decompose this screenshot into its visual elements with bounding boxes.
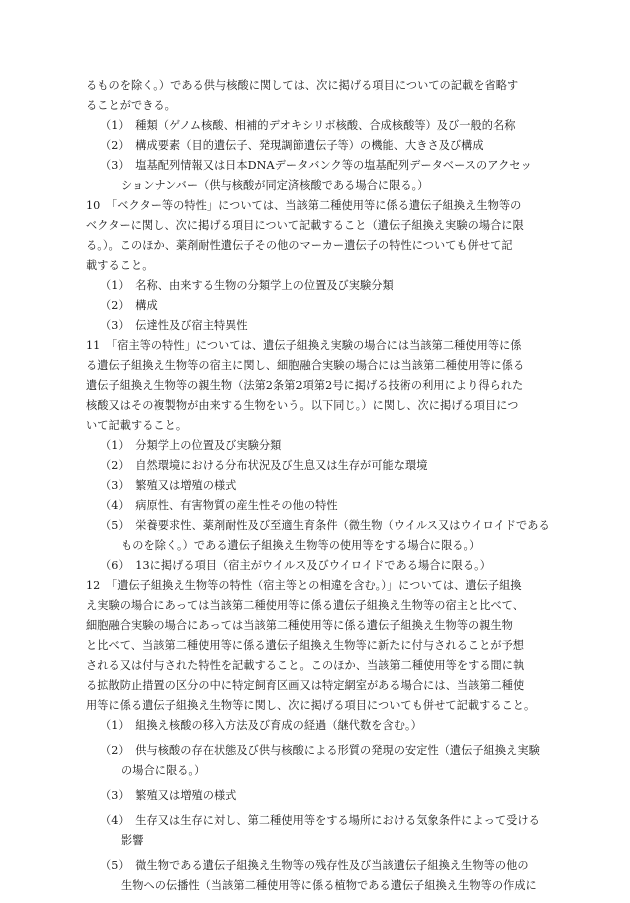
list-item-continuation: の場合に限る。） [121, 764, 206, 777]
list-item-continuation: ものを除く。）である遺伝子組換え生物等の使用等をする場合に限る。） [121, 539, 481, 552]
text-line: 用等に係る遺伝子組換え生物等に関し、次に掲げる項目についても併せて記載すること。 [86, 699, 536, 712]
text-line: 細胞融合実験の場合にあっては当該第二種使用等に係る遺伝子組換え生物等の親生物 [86, 619, 513, 632]
list-item-continuation: 影響 [121, 834, 144, 847]
text-line: るものを除く。）である供与核酸に関しては、次に掲げる項目についての記載を省略す [86, 79, 519, 92]
list-item-line: （5） 栄養要求性、薬剤耐性及び至適生育条件（微生物（ウイルス又はウイロイドである [100, 519, 550, 532]
text-line: る遺伝子組換え生物等の宿主に関し、細胞融合実験の場合には当該第二種使用等に係る [86, 359, 525, 372]
text-line: 載すること。 [86, 259, 154, 272]
text-line: る。）。このほか、薬剤耐性遺伝子その他のマーカー遺伝子の特性についても併せて記 [86, 239, 513, 252]
list-item-line: （2） 構成 [100, 299, 158, 312]
text-line: え実験の場合にあっては当該第二種使用等に係る遺伝子組換え生物等の宿主と比べて、 [86, 599, 524, 612]
list-item-line: （3） 繁殖又は増殖の様式 [100, 789, 237, 802]
section-heading-11: 11 「宿主等の特性」については、遺伝子組換え実験の場合には当該第二種使用等に係 [86, 339, 522, 352]
list-item-line: （1） 種類（ゲノム核酸、相補的デオキシリボ核酸、合成核酸等）及び一般的名称 [100, 119, 516, 132]
text-line: される又は付与された特性を記載すること。このほか、当該第二種使用等をする間に執 [86, 659, 525, 672]
list-item-line: （3） 塩基配列情報又は日本DNAデータバンク等の塩基配列データベースのアクセッ [100, 159, 532, 172]
list-item-line: （1） 組換え核酸の移入方法及び育成の経過（継代数を含む。） [100, 719, 422, 732]
list-item-line: （5） 微生物である遺伝子組換え生物等の残存性及び当該遺伝子組換え生物等の他の [100, 859, 529, 872]
list-item-line: （1） 名称、由来する生物の分類学上の位置及び実験分類 [100, 279, 394, 292]
text-line: る拡散防止措置の区分の中に特定飼育区画又は特定網室がある場合には、当該第二種使 [86, 679, 525, 692]
section-heading-10: 10 「ベクター等の特性」については、当該第二種使用等に係る遺伝子組換え生物等の [86, 199, 522, 212]
list-item-line: （2） 供与核酸の存在状態及び供与核酸による形質の発現の安定性（遺伝子組換え実験 [100, 744, 540, 757]
list-item-line: （4） 生存又は生存に対し、第二種使用等をする場所における気象条件によって受ける [100, 814, 540, 827]
text-line: ベクターに関し、次に掲げる項目について記載すること（遺伝子組換え実験の場合に限 [86, 219, 524, 232]
text-line: と比べて、当該第二種使用等に係る遺伝子組換え生物等に新たに付与されることが予想 [86, 639, 525, 652]
text-line: いて記載すること。 [86, 419, 188, 432]
list-item-line: （2） 自然環境における分布状況及び生息又は生存が可能な環境 [100, 459, 428, 472]
list-item-line: （4） 病原性、有害物質の産生性その他の特性 [100, 499, 338, 512]
text-line: ることができる。 [86, 99, 176, 112]
text-line: 核酸又はその複製物が由来する生物をいう。以下同じ。）に関し、次に掲げる項目につ [86, 399, 519, 412]
list-item-line: （6） 13に掲げる項目（宿主がウイルス及びウイロイドである場合に限る。） [100, 559, 492, 572]
list-item-line: （2） 構成要素（目的遺伝子、発現調節遺伝子等）の機能、大きさ及び構成 [100, 139, 484, 152]
section-heading-12: 12 「遺伝子組換え生物等の特性（宿主等との相違を含む。）」については、遺伝子組換 [86, 579, 522, 592]
list-item-line: （3） 伝達性及び宿主特異性 [100, 319, 248, 332]
list-item-line: （3） 繁殖又は増殖の様式 [100, 479, 237, 492]
list-item-line: （1） 分類学上の位置及び実験分類 [100, 439, 282, 452]
text-line: 遺伝子組換え生物等の親生物（法第2条第2項第2号に掲げる技術の利用により得られた [86, 379, 524, 392]
list-item-continuation: ションナンバー（供与核酸が同定済核酸である場合に限る。） [121, 179, 429, 192]
list-item-continuation: 生物への伝播性（当該第二種使用等に係る植物である遺伝子組換え生物等の作成に [121, 879, 537, 892]
